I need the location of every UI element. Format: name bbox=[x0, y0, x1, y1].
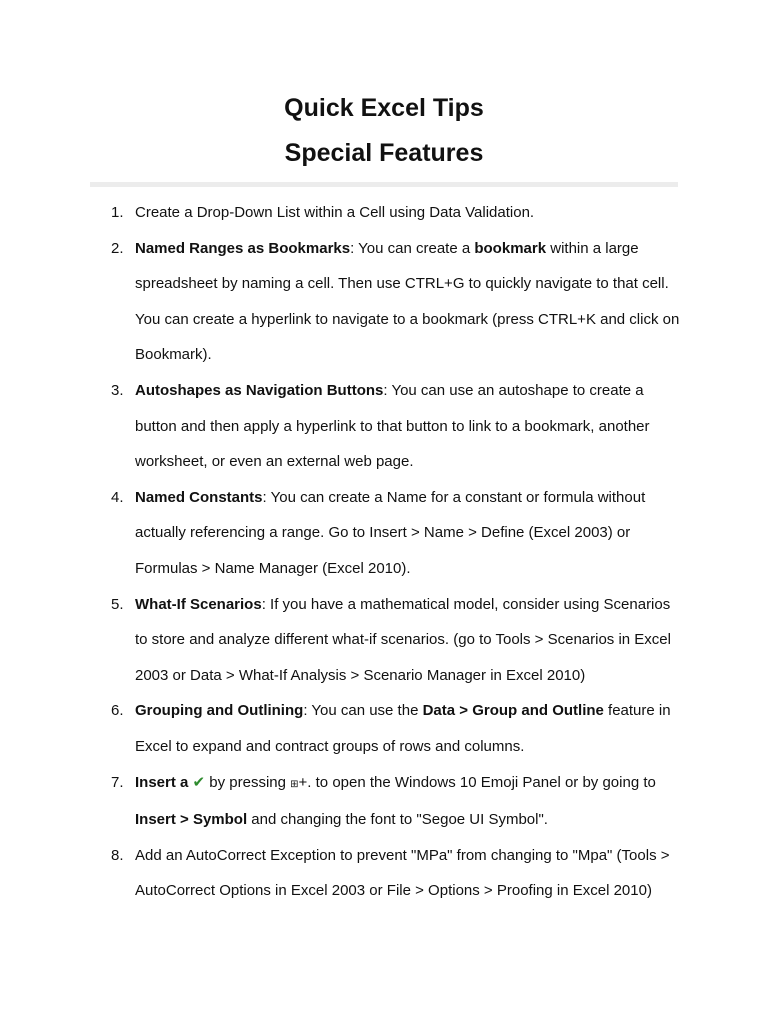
item-number: 6. bbox=[111, 702, 124, 720]
item-number: 7. bbox=[111, 773, 124, 791]
horizontal-divider bbox=[90, 182, 678, 187]
list-item bbox=[90, 195, 680, 231]
list-item bbox=[90, 765, 680, 838]
item-heading: Named Ranges as Bookmarks bbox=[135, 239, 351, 257]
item-text: by pressing bbox=[205, 773, 291, 791]
item-text: : You can use the bbox=[303, 702, 423, 720]
item-heading: Autoshapes as Navigation Buttons bbox=[135, 381, 384, 399]
item-heading: Named Constants bbox=[135, 488, 263, 506]
item-text: Add an AutoCorrect Exception to prevent "MPa" from changing to "Mpa" (Tools > AutoCorrect Options in Excel 2003 or File > Options > Proofing in Excel 2010) bbox=[135, 846, 670, 900]
list-item bbox=[90, 480, 680, 587]
item-text: : If you have a mathematical model, consider using Scenarios to store and analyze different what-if scenarios. (go to Tools > Scenarios in Excel 2003 or Data > What-If Analysis > Scenario Manager in Excel 2010) bbox=[135, 595, 671, 684]
item-emphasis: bookmark bbox=[474, 239, 547, 257]
item-text: Create a Drop-Down List within a Cell using Data Validation. bbox=[135, 204, 535, 221]
checkmark-icon: ✔ bbox=[192, 773, 206, 791]
item-emphasis: Data > Group and Outline bbox=[422, 702, 604, 720]
item-number: 1. bbox=[111, 204, 124, 221]
item-text: within a large spreadsheet by naming a cell. Then use CTRL+G to quickly navigate to that cell. You can create a hyperlink to navigate to a bookmark (press CTRL+K and click on Bookmark). bbox=[135, 239, 680, 364]
list-item bbox=[90, 231, 680, 373]
list-item bbox=[90, 693, 680, 764]
page-title: Quick Excel Tips bbox=[284, 94, 484, 122]
item-text: : You can use an autoshape to create a button and then apply a hyperlink to that button to link to a bookmark, another worksheet, or even an external web page. bbox=[135, 381, 650, 471]
item-text: +. to open the Windows 10 Emoji Panel or by going to bbox=[298, 773, 656, 791]
item-text: : You can create a bbox=[350, 239, 475, 257]
item-heading: What-If Scenarios bbox=[135, 595, 262, 613]
item-text: : You can create a Name for a constant or formula without actually referencing a range. Go to Insert > Name > Define (Excel 2003) or Formulas > Name Manager (Excel 2010). bbox=[135, 488, 646, 577]
page-subtitle: Special Features bbox=[284, 139, 484, 167]
list-item bbox=[90, 373, 680, 480]
item-text: feature in Excel to expand and contract groups of rows and columns. bbox=[135, 702, 671, 755]
item-number: 4. bbox=[111, 488, 124, 506]
item-heading: Grouping and Outlining bbox=[135, 702, 304, 720]
item-number: 2. bbox=[111, 239, 124, 257]
tips-list bbox=[90, 195, 680, 909]
item-text: and changing the font to "Segoe UI Symbol". bbox=[247, 811, 548, 829]
item-number: 3. bbox=[111, 381, 124, 399]
item-number: 5. bbox=[111, 595, 124, 613]
list-item bbox=[90, 587, 680, 694]
list-item bbox=[90, 838, 680, 909]
item-number: 8. bbox=[111, 846, 124, 864]
item-emphasis: Insert > Symbol bbox=[135, 811, 248, 829]
item-heading: Insert a bbox=[135, 773, 189, 791]
windows-key-icon: ⊞ bbox=[290, 778, 299, 790]
